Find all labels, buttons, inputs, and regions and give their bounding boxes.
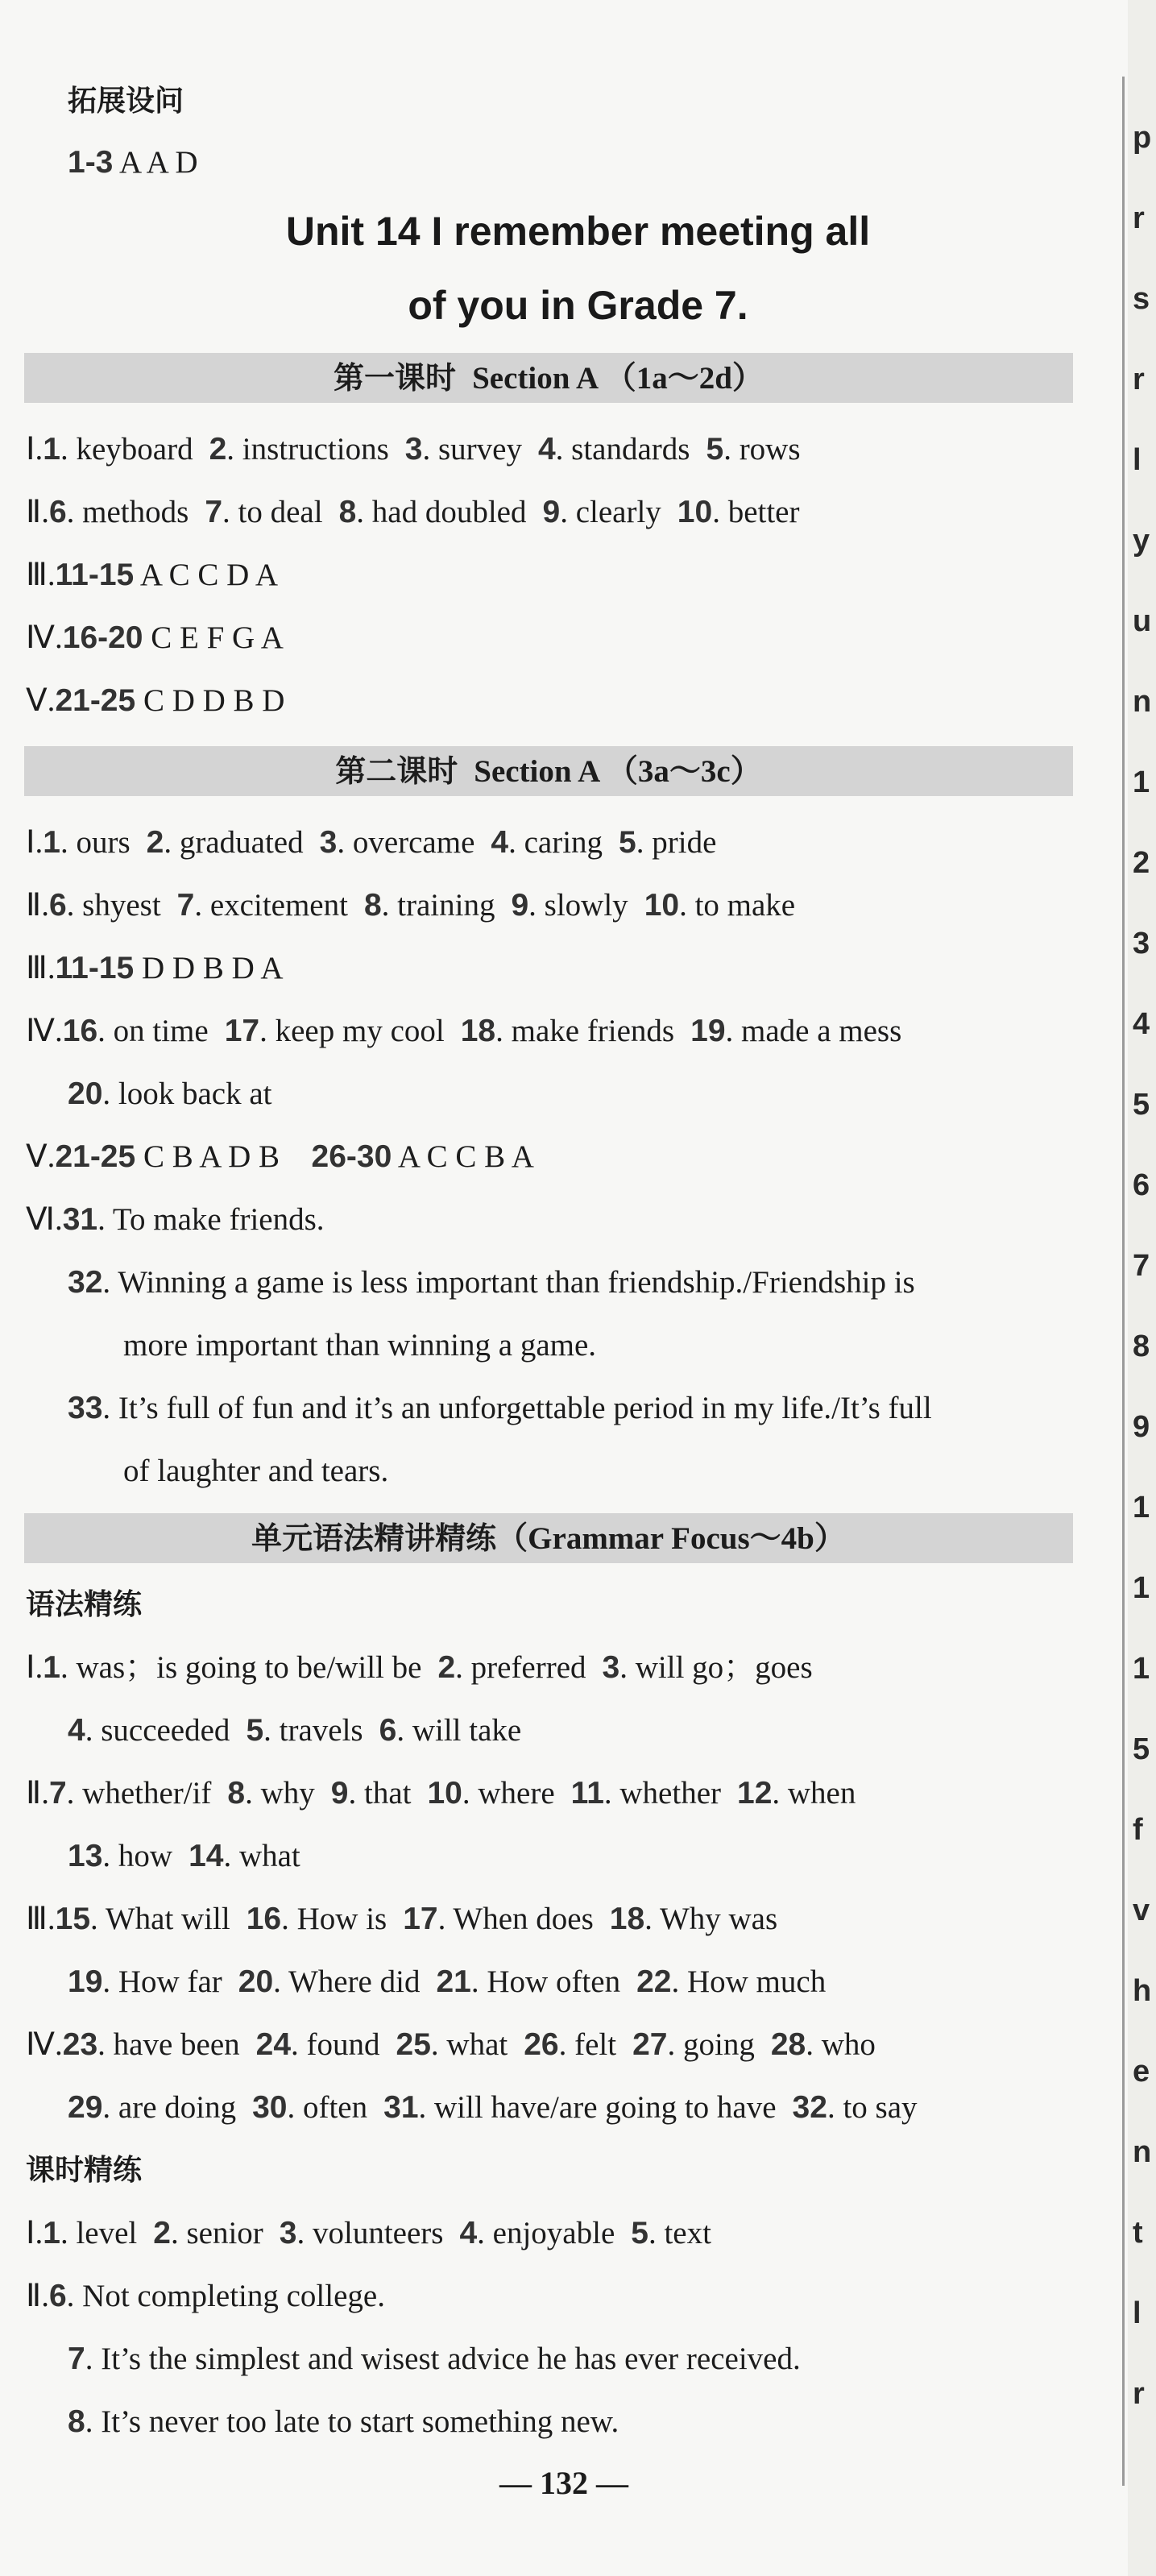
s1-row-1: Ⅰ.1. keyboard 2. instructions 3. survey 4. standards 5. rows [26, 432, 801, 467]
s1-row-4 [26, 617, 284, 659]
s2-row-1: Ⅰ.1. ours 2. graduated 3. overcame 4. caring 5. pride [26, 825, 717, 860]
adjacent-page-fragment: 1 [1133, 1571, 1150, 1605]
question-number: 10 [677, 495, 713, 529]
answer-text: to make [694, 888, 796, 923]
answer-text: survey [437, 432, 522, 467]
adjacent-page-fragment: 9 [1133, 1410, 1150, 1444]
roman-label: Ⅰ. [26, 2216, 44, 2250]
question-number: 28 [770, 2027, 806, 2062]
answer-text: make friends [511, 1014, 675, 1048]
s2-q33-cont: of laughter and tears. [123, 1454, 389, 1488]
roman-label: Ⅳ. [26, 1014, 63, 1048]
question-number: 6 [48, 888, 67, 923]
answer-number: 26-30 [311, 1139, 392, 1174]
answer-text: will have/are going to have [434, 2090, 777, 2125]
section-cn-title: 第二课时 [335, 753, 458, 789]
roman-label: Ⅳ. [26, 2027, 63, 2062]
answer-text: had doubled [371, 495, 527, 529]
question-number: 29 [68, 2090, 103, 2125]
answer-text: instructions [242, 432, 389, 467]
s3-lesson-row-1: Ⅰ.1. level 2. senior 3. volunteers 4. enjoyable 5. text [26, 2216, 711, 2250]
adjacent-page-fragment: s [1133, 282, 1150, 316]
answer-text: methods [82, 495, 189, 529]
question-number: 19 [68, 1964, 103, 1999]
answer-number: 21-25 [55, 683, 136, 718]
question-number: 1 [43, 432, 60, 467]
roman-label: Ⅴ. [26, 683, 56, 718]
s1-row-5 [26, 680, 284, 722]
roman-label: Ⅱ. [26, 2279, 49, 2313]
answer-text: volunteers [312, 2216, 444, 2250]
s2-q31: Ⅵ.31. To make friends. [26, 1202, 325, 1237]
answer-text: It’s the simplest and wisest advice he has ever received. [101, 2342, 801, 2376]
roman-label: Ⅴ. [26, 1139, 56, 1174]
answer-text: will take [412, 1713, 522, 1748]
question-number: 3 [279, 2216, 297, 2250]
question-number: 8 [227, 1776, 246, 1811]
s2-q32: 32. Winning a game is less important than friendship./Friendship is [68, 1265, 915, 1300]
adjacent-page-fragment: e [1133, 2055, 1150, 2089]
s2-row-3 [26, 948, 284, 989]
answer-text: when [787, 1776, 856, 1811]
roman-label: Ⅳ. [26, 620, 63, 655]
answer-text: When does [453, 1902, 594, 1936]
answer-text: Where did [288, 1964, 421, 1999]
answer-text: ours [76, 825, 131, 860]
answer-text: keyboard [76, 432, 193, 467]
adjacent-page-fragment: t [1133, 2216, 1143, 2250]
adjacent-page-fragment: 5 [1133, 1732, 1150, 1766]
s3-row-2: Ⅱ.7. whether/if 8. why 9. that 10. where 11. whether 12. when [26, 1776, 856, 1811]
answer-text: A C C D A [139, 558, 279, 592]
question-number: 2 [146, 825, 164, 860]
question-number: 21 [436, 1964, 471, 1999]
answer-text: travels [279, 1713, 363, 1748]
answer-text: often [302, 2090, 368, 2125]
answer-text: to deal [238, 495, 323, 529]
question-number: 1 [43, 2216, 60, 2250]
question-number: 2 [437, 1650, 456, 1685]
answer-text: It’s never too late to start something new. [101, 2404, 619, 2439]
question-number: 19 [690, 1014, 726, 1048]
answer-text: what [446, 2027, 508, 2062]
answer-text: How far [118, 1964, 222, 1999]
question-number: 6 [48, 2279, 67, 2313]
question-number: 15 [55, 1902, 91, 1936]
extension-heading: 拓展设问 [68, 85, 184, 118]
s3-row-3: Ⅲ.15. What will 16. How is 17. When does 18. Why was [26, 1902, 778, 1936]
question-number: 4 [537, 432, 556, 467]
section-1-header [24, 353, 1073, 403]
answer-text: are doing [118, 2090, 237, 2125]
question-number: 5 [246, 1713, 264, 1748]
adjacent-page-fragment: 4 [1133, 1007, 1150, 1041]
answer-text: slowly [544, 888, 628, 923]
answer-text: have been [113, 2027, 240, 2062]
adjacent-page-edge [1128, 0, 1156, 2576]
answer-text: graduated [179, 825, 304, 860]
section-2-header [24, 746, 1073, 796]
s3-row-4b: 29. are doing 30. often 31. will have/are going to have 32. to say [68, 2090, 918, 2125]
section-cn-title: 单元语法精讲精练 [251, 1520, 497, 1556]
s3-row-2b: 13. how 14. what [68, 1839, 300, 1873]
answer-number: 16-20 [62, 620, 143, 655]
grammar-practice-heading: 语法精练 [26, 1588, 143, 1621]
question-number: 13 [68, 1839, 103, 1873]
s1-row-2: Ⅱ.6. methods 7. to deal 8. had doubled 9. clearly 10. better [26, 495, 800, 529]
adjacent-page-fragment: r [1133, 363, 1145, 396]
page-binding-edge [1122, 77, 1125, 2486]
adjacent-page-fragment: p [1133, 121, 1152, 155]
adjacent-page-fragment: l [1133, 2296, 1141, 2330]
roman-label: Ⅰ. [26, 1650, 44, 1685]
page-number: — 132 — [499, 2465, 628, 2501]
answer-text: was；is going to be/will be [76, 1650, 422, 1685]
question-number: 23 [62, 2027, 98, 2062]
s2-row-2: Ⅱ.6. shyest 7. excitement 8. training 9. slowly 10. to make [26, 888, 796, 923]
answer-text: shyest [82, 888, 161, 923]
adjacent-page-fragment: u [1133, 604, 1152, 638]
question-number: 10 [644, 888, 680, 923]
s2-q33: 33. It’s full of fun and it’s an unforgettable period in my life./It’s full [68, 1391, 932, 1425]
answer-text: A C C B A [397, 1139, 534, 1174]
question-number: 9 [330, 1776, 349, 1811]
adjacent-page-fragment: f [1133, 1813, 1143, 1847]
answer-text: succeeded [101, 1713, 230, 1748]
answer-number: 11-15 [55, 558, 135, 592]
answer-text: caring [524, 825, 603, 860]
adjacent-page-fragment: y [1133, 524, 1150, 558]
question-number: 2 [209, 432, 227, 467]
section-en-title: Section A （3a～3c） [474, 754, 762, 789]
answer-text: What will [105, 1902, 230, 1936]
roman-label: Ⅱ. [26, 495, 49, 529]
adjacent-page-fragment: 5 [1133, 1088, 1150, 1122]
question-number: 1 [43, 825, 60, 860]
answer-text: level [76, 2216, 138, 2250]
roman-label: Ⅰ. [26, 825, 44, 860]
s3-row-1: Ⅰ.1. was；is going to be/will be 2. preferred 3. will go；goes [26, 1650, 813, 1685]
answer-text: How often [487, 1964, 621, 1999]
roman-label: Ⅲ. [26, 1902, 56, 1936]
answer-text: senior [186, 2216, 263, 2250]
question-number: 14 [189, 1839, 224, 1873]
question-number: 16 [246, 1902, 282, 1936]
question-number: 26 [524, 2027, 559, 2062]
unit-title-line-2: of you in Grade 7. [408, 283, 748, 328]
question-number: 20 [238, 1964, 274, 1999]
question-number: 4 [459, 2216, 478, 2250]
question-number: 24 [255, 2027, 292, 2062]
s1-row-3 [26, 554, 278, 596]
question-number: 1 [43, 1650, 60, 1685]
answer-text: found [306, 2027, 380, 2062]
answer-text: Why was [659, 1902, 778, 1936]
s3-row-4: Ⅳ.23. have been 24. found 25. what 26. felt 27. going 28. who [26, 2027, 876, 2062]
answer-text: excitement [209, 888, 348, 923]
answer-number: 1-3 [68, 145, 114, 180]
question-number: 5 [706, 432, 724, 467]
question-number: 4 [491, 825, 509, 860]
answer-text: made a mess [741, 1014, 902, 1048]
adjacent-page-fragment: 2 [1133, 846, 1150, 880]
roman-label: Ⅱ. [26, 888, 49, 923]
answer-text: How is [296, 1902, 387, 1936]
question-number: 6 [379, 1713, 397, 1748]
adjacent-page-fragment: 1 [1133, 1652, 1150, 1686]
question-number: 25 [396, 2027, 431, 2062]
question-number: 3 [404, 432, 423, 467]
answer-text: will go；goes [635, 1650, 813, 1685]
question-number: 8 [338, 495, 357, 529]
unit-title-line-1: Unit 14 I remember meeting all [285, 209, 871, 254]
answer-text: D D B D A [142, 951, 284, 985]
roman-label: Ⅲ. [26, 951, 56, 985]
adjacent-page-fragment: 8 [1133, 1329, 1150, 1363]
question-number: 31 [383, 2090, 419, 2125]
question-number: 32 [792, 2090, 827, 2125]
answer-text: Not completing college. [82, 2279, 385, 2313]
question-number: 5 [619, 825, 636, 860]
question-number: 7 [48, 1776, 67, 1811]
adjacent-page-fragment: 6 [1133, 1168, 1150, 1202]
question-number: 11 [570, 1776, 604, 1811]
answer-text: whether [619, 1776, 721, 1811]
answer-text: training [397, 888, 495, 923]
roman-label: Ⅰ. [26, 432, 44, 467]
s2-row-4: Ⅳ.16. on time 17. keep my cool 18. make friends 19. made a mess [26, 1014, 902, 1048]
adjacent-page-fragment: l [1133, 443, 1141, 477]
answer-text: who [821, 2027, 876, 2062]
question-number: 3 [319, 825, 338, 860]
answer-text: rows [739, 432, 801, 467]
question-number: 16 [62, 1014, 98, 1048]
section-en-title: （Grammar Focus～4b） [496, 1521, 846, 1556]
answer-text: overcame [352, 825, 475, 860]
extension-answers [68, 142, 198, 184]
question-number: 12 [737, 1776, 773, 1811]
answer-text: C E F G A [151, 620, 284, 655]
s3-q8: 8. It’s never too late to start something new. [68, 2404, 619, 2439]
s2-q32-cont: more important than winning a game. [123, 1328, 597, 1363]
adjacent-page-fragment: 3 [1133, 927, 1150, 960]
question-number: 33 [68, 1391, 103, 1425]
answer-number: 21-25 [55, 1139, 136, 1174]
answer-text: why [260, 1776, 315, 1811]
question-number: 2 [153, 2216, 171, 2250]
answer-text: Winning a game is less important than friendship./Friendship is [118, 1265, 915, 1300]
answer-text: preferred [470, 1650, 586, 1685]
question-number: 7 [68, 2342, 85, 2376]
answer-text: enjoyable [492, 2216, 615, 2250]
answer-text: C B A D B [143, 1139, 280, 1174]
answer-text: to say [843, 2090, 918, 2125]
question-number: 31 [62, 1202, 98, 1237]
answer-text: where [478, 1776, 555, 1811]
question-number: 7 [205, 495, 223, 529]
answer-number: 11-15 [55, 951, 135, 985]
answer-text: standards [571, 432, 690, 467]
answer-text: keep my cool [275, 1014, 445, 1048]
adjacent-page-fragment: 1 [1133, 765, 1150, 799]
section-3-header [24, 1513, 1073, 1563]
answer-text: C D D B D [143, 683, 285, 718]
answer-text: whether/if [82, 1776, 212, 1811]
section-en-title: Section A （1a～2d） [472, 361, 764, 396]
adjacent-page-fragment: n [1133, 685, 1152, 719]
answer-text: To make friends. [112, 1202, 325, 1237]
s2-row-5 [26, 1136, 534, 1178]
question-number: 3 [602, 1650, 620, 1685]
question-number: 8 [363, 888, 382, 923]
adjacent-page-fragment: h [1133, 1974, 1152, 2008]
question-number: 32 [68, 1265, 103, 1300]
question-number: 6 [48, 495, 67, 529]
answer-text: going [682, 2027, 755, 2062]
answer-text: better [727, 495, 800, 529]
answer-text: A A D [118, 145, 198, 180]
question-number: 10 [427, 1776, 462, 1811]
answer-text: How much [686, 1964, 827, 1999]
question-number: 8 [68, 2404, 85, 2439]
adjacent-page-fragment: 7 [1133, 1249, 1150, 1283]
adjacent-page-fragment: v [1133, 1894, 1150, 1927]
question-number: 20 [68, 1076, 103, 1111]
answer-text: text [664, 2216, 711, 2250]
question-number: 7 [176, 888, 195, 923]
question-number: 27 [632, 2027, 668, 2062]
answer-text: on time [113, 1014, 209, 1048]
question-number: 4 [68, 1713, 85, 1748]
question-number: 9 [542, 495, 561, 529]
adjacent-page-fragment: r [1133, 201, 1145, 235]
roman-label: Ⅱ. [26, 1776, 49, 1811]
answer-text: look back at [118, 1076, 272, 1111]
question-number: 22 [636, 1964, 672, 1999]
question-number: 18 [609, 1902, 645, 1936]
s3-row-1b: 4. succeeded 5. travels 6. will take [68, 1713, 522, 1748]
question-number: 17 [224, 1014, 260, 1048]
adjacent-page-fragment: r [1133, 2377, 1145, 2411]
question-number: 18 [460, 1014, 496, 1048]
answer-text: pride [652, 825, 717, 860]
answer-text: what [238, 1839, 300, 1873]
question-number: 9 [511, 888, 529, 923]
answer-text: how [118, 1839, 173, 1873]
s3-q6: Ⅱ.6. Not completing college. [26, 2279, 385, 2313]
answer-text: that [364, 1776, 412, 1811]
roman-label: Ⅲ. [26, 558, 56, 592]
answer-text: clearly [575, 495, 661, 529]
adjacent-page-fragment: n [1133, 2135, 1152, 2169]
question-number: 17 [403, 1902, 438, 1936]
s3-q7: 7. It’s the simplest and wisest advice he has ever received. [68, 2342, 801, 2376]
adjacent-page-fragment: 1 [1133, 1491, 1150, 1524]
lesson-practice-heading: 课时精练 [26, 2154, 143, 2187]
answer-text: felt [574, 2027, 617, 2062]
section-cn-title: 第一课时 [334, 360, 457, 396]
roman-label: Ⅵ. [26, 1202, 63, 1237]
answer-text: It’s full of fun and it’s an unforgettable period in my life./It’s full [118, 1391, 932, 1425]
s3-row-3b: 19. How far 20. Where did 21. How often 22. How much [68, 1964, 827, 1999]
s2-row-4b: 20. look back at [68, 1076, 272, 1111]
question-number: 5 [631, 2216, 648, 2250]
question-number: 30 [252, 2090, 288, 2125]
